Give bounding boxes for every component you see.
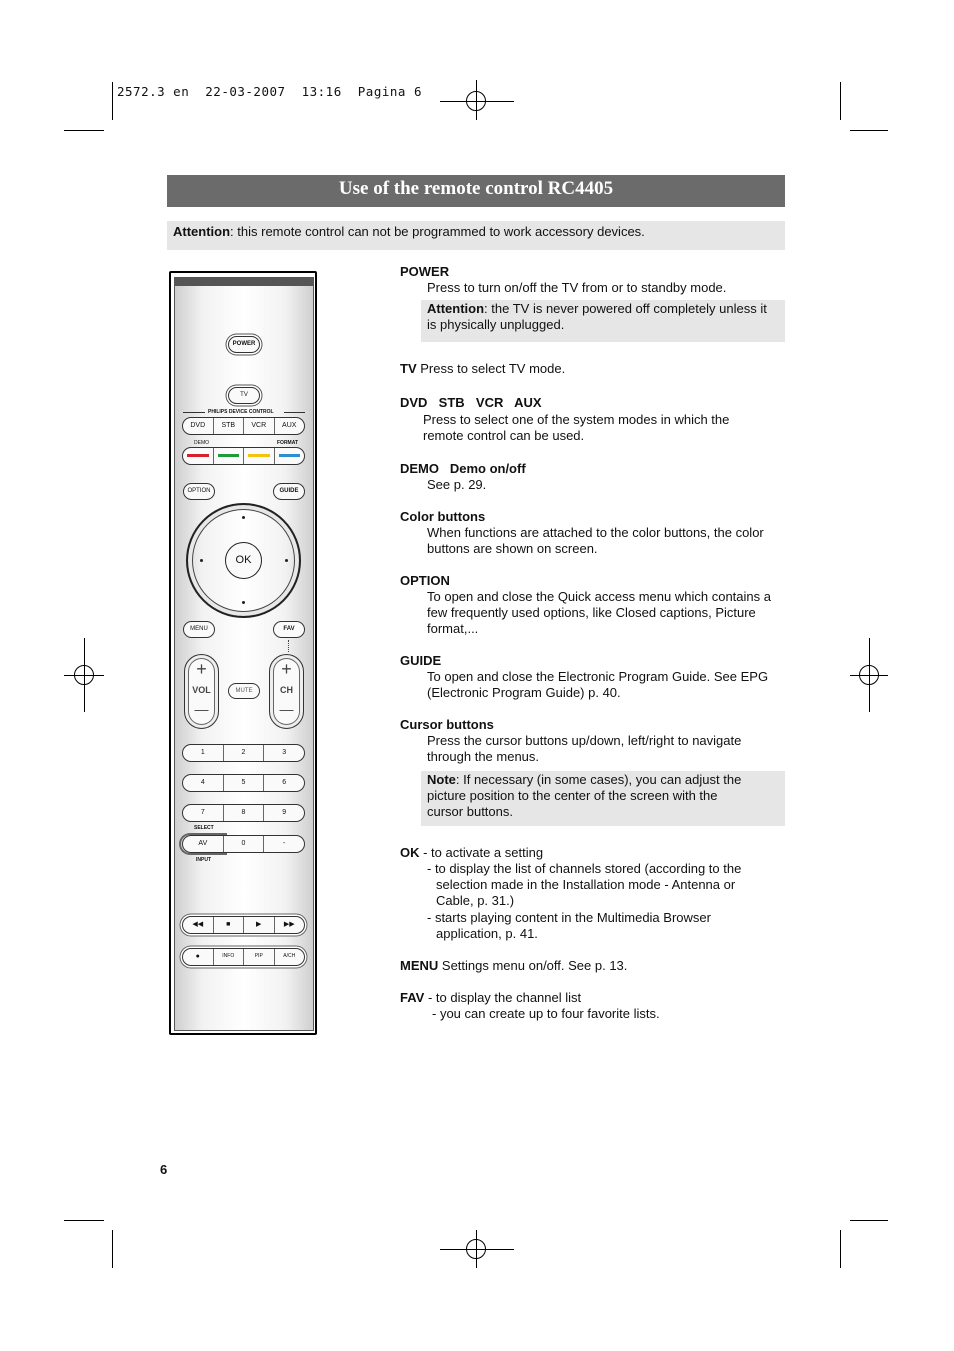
aux-button[interactable]: AUX (274, 418, 305, 434)
number-row-1 (182, 744, 305, 762)
dash-button[interactable]: - (263, 836, 304, 852)
fav-text-2: - you can create up to four favorite lists. (432, 1006, 660, 1021)
red-button[interactable] (183, 448, 213, 464)
ok-text-2: - to display the list of channels stored (according to the selection made in the Installation mode - Antenna or Cable, p. 31.) (427, 861, 742, 908)
cursor-note-label: Note (427, 772, 456, 787)
color-text: When functions are attached to the color buttons, the color buttons are shown on screen. (427, 525, 764, 556)
dvd-text: Press to select one of the system modes in which the remote control can be used. (423, 412, 730, 443)
number-row-3 (182, 804, 305, 822)
power-attention-box (421, 300, 785, 342)
ach-button[interactable]: A/CH (274, 949, 305, 965)
registration-line (440, 101, 514, 102)
tv-heading: TV (400, 361, 417, 376)
transport-row (182, 916, 305, 934)
digit-6-button[interactable]: 6 (263, 775, 304, 791)
menu-text: Settings menu on/off. See p. 13. (438, 958, 628, 973)
crop-mark (850, 130, 888, 131)
ok-heading: OK (400, 845, 420, 860)
menu-button[interactable]: MENU (183, 621, 215, 638)
number-row-2 (182, 774, 305, 792)
cursor-heading: Cursor buttons (400, 717, 494, 732)
ok-text-1: - to activate a setting (419, 845, 544, 860)
digit-8-button[interactable]: 8 (223, 805, 264, 821)
power-attention-label: Attention (427, 301, 485, 316)
fav-heading: FAV (400, 990, 425, 1005)
fast-forward-button[interactable]: ▶▶ (274, 917, 305, 933)
green-button[interactable] (213, 448, 244, 464)
crop-mark (64, 130, 104, 131)
menu-line (400, 958, 627, 974)
color-heading: Color buttons (400, 509, 486, 524)
red-swatch (187, 454, 209, 457)
mute-button[interactable]: MUTE (228, 683, 260, 699)
cursor-down-icon[interactable] (242, 601, 245, 604)
av-button[interactable]: AV (198, 840, 208, 847)
page-number: 6 (160, 1162, 168, 1177)
power-attention-text: : the TV is never powered off completely unless it is physically unplugged. (427, 301, 767, 332)
registration-line (84, 638, 85, 712)
channel-label: CH (280, 685, 293, 695)
device-control-label: PHILIPS DEVICE CONTROL (208, 409, 274, 415)
volume-plus-icon[interactable]: + (196, 659, 207, 679)
guide-heading: GUIDE (400, 653, 442, 668)
crop-mark (112, 1230, 113, 1268)
demo-heading: DEMO Demo on/off (400, 461, 526, 476)
power-button[interactable]: POWER (228, 336, 260, 353)
rewind-button[interactable]: ◀◀ (192, 921, 204, 928)
crop-mark (850, 1220, 888, 1221)
digit-4-button[interactable]: 4 (200, 779, 205, 786)
digit-1-button[interactable]: 1 (200, 749, 205, 756)
demo-label: DEMO (194, 440, 209, 446)
stb-button[interactable]: STB (213, 418, 244, 434)
tv-button[interactable]: TV (228, 387, 260, 404)
channel-plus-icon[interactable]: + (281, 659, 292, 679)
registration-line (869, 638, 870, 712)
info-button[interactable]: INFO (213, 949, 244, 965)
format-label: FORMAT (277, 440, 299, 446)
blue-button[interactable] (274, 448, 305, 464)
option-heading: OPTION (400, 573, 450, 588)
pip-button[interactable]: PIP (243, 949, 274, 965)
digit-9-button[interactable]: 9 (263, 805, 304, 821)
digit-0-button[interactable]: 0 (223, 836, 264, 852)
bottom-row (182, 948, 305, 966)
dvd-button[interactable]: DVD (190, 422, 206, 429)
cursor-text: Press the cursor buttons up/down, left/right to navigate through the menus. (427, 733, 742, 764)
attention-text: : this remote control can not be programmed to work accessory devices. (230, 224, 645, 239)
dvd-heading: DVD STB VCR AUX (400, 395, 542, 410)
guide-text: To open and close the Electronic Program Guide. See EPG (Electronic Program Guide) p. 40. (427, 669, 769, 700)
green-swatch (218, 454, 240, 457)
power-text: Press to turn on/off the TV from or to standby mode. (427, 280, 727, 295)
color-buttons-row (182, 447, 305, 465)
blue-swatch (279, 454, 301, 457)
fav-text-1: - to display the channel list (424, 990, 582, 1005)
cursor-note-text: : If necessary (in some cases), you can adjust the picture position to the center of the screen with the cursor buttons. (427, 772, 742, 819)
registration-line (476, 1230, 477, 1268)
crop-mark (840, 1230, 841, 1268)
attention-bar (167, 221, 785, 250)
cursor-left-icon[interactable] (200, 559, 203, 562)
print-slug: 2572.3 en 22-03-2007 13:16 Pagina 6 (117, 84, 422, 99)
digit-7-button[interactable]: 7 (200, 809, 205, 816)
tv-text: Press to select TV mode. (416, 361, 566, 376)
registration-line (476, 80, 477, 120)
fav-line (400, 990, 581, 1006)
registration-line (440, 1249, 514, 1250)
stop-button[interactable]: ■ (213, 917, 244, 933)
digit-2-button[interactable]: 2 (223, 745, 264, 761)
power-heading: POWER (400, 264, 450, 279)
device-control-line (284, 412, 305, 413)
cursor-up-icon[interactable] (242, 516, 245, 519)
yellow-swatch (248, 454, 270, 457)
page-title: Use of the remote control RC4405 (167, 175, 785, 207)
av-highlight (179, 833, 227, 855)
demo-text: See p. 29. (427, 477, 487, 492)
ok-text-3: - starts playing content in the Multimedia Browser application, p. 41. (427, 910, 711, 941)
remote-ir-window (175, 278, 313, 286)
cursor-note-box (421, 771, 785, 826)
ok-button[interactable]: OK (225, 542, 262, 579)
play-button[interactable]: ▶ (243, 917, 274, 933)
volume-label: VOL (192, 685, 211, 695)
fav-dots (288, 640, 289, 652)
fav-button[interactable]: FAV (273, 621, 305, 638)
crop-mark (64, 1220, 104, 1221)
ok-line (400, 845, 543, 861)
input-label: INPUT (196, 857, 211, 863)
vcr-button[interactable]: VCR (243, 418, 274, 434)
device-control-line (183, 412, 205, 413)
device-buttons-row (182, 417, 305, 435)
menu-heading: MENU (400, 958, 439, 973)
volume-minus-icon[interactable]: — (194, 701, 209, 717)
crop-mark (840, 82, 841, 120)
digit-5-button[interactable]: 5 (223, 775, 264, 791)
cursor-right-icon[interactable] (285, 559, 288, 562)
option-text: To open and close the Quick access menu which contains a few frequently used options, like Closed captions, Picture format,... (427, 589, 771, 636)
guide-button[interactable]: GUIDE (273, 483, 305, 500)
record-button[interactable]: ● (195, 953, 200, 960)
tv-line (400, 361, 565, 377)
channel-minus-icon[interactable]: — (279, 701, 294, 717)
crop-mark (112, 82, 113, 120)
digit-3-button[interactable]: 3 (263, 745, 304, 761)
yellow-button[interactable] (243, 448, 274, 464)
attention-label: Attention (173, 224, 231, 239)
option-button[interactable]: OPTION (183, 483, 215, 500)
select-label: SELECT (194, 825, 214, 831)
